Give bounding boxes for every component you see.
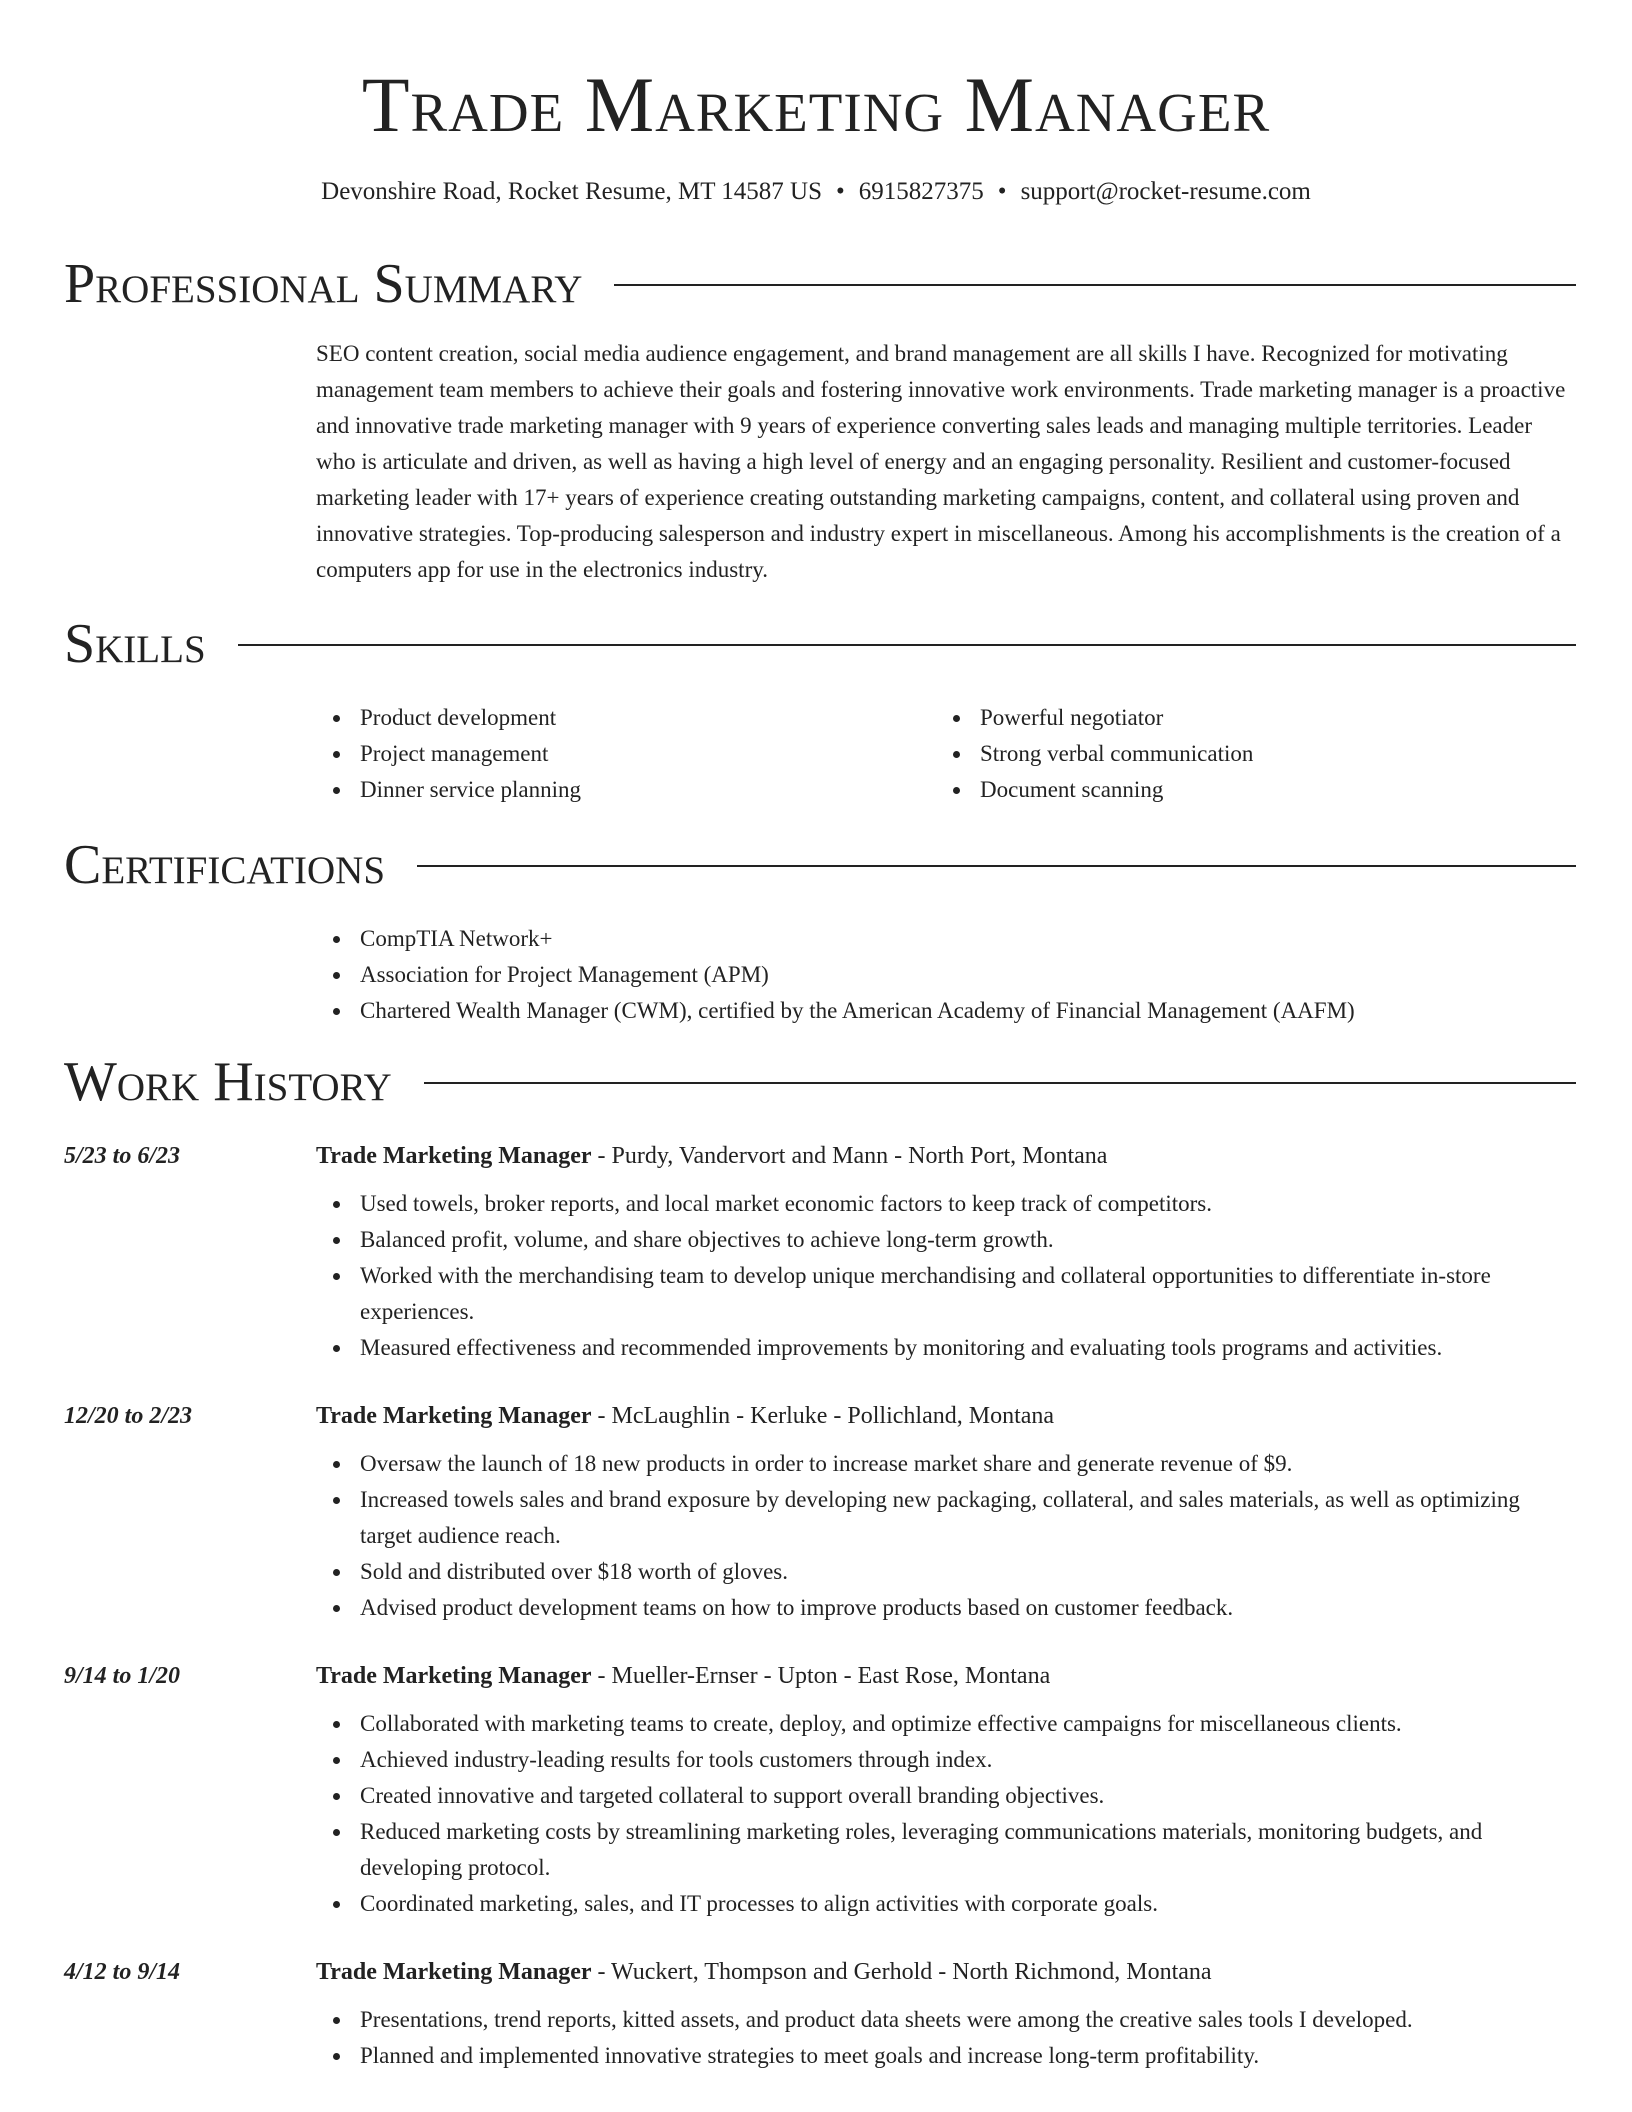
job-heading [316, 1656, 1576, 1696]
job-entry [64, 1136, 1576, 1366]
phone: 6915827375 [858, 178, 984, 205]
job-bullet: Collaborated with marketing teams to create, deploy, and optimize effective campaigns for miscellaneous clients. [316, 1706, 1576, 1742]
summary-text: SEO content creation, social media audience engagement, and brand management are all skills I have. Recognized for motivating management team members to achieve their goals and fostering innovative work environments. Trade marketing manager is a proactive and innovative trade marketing manager with 9 years of experience converting sales leads and managing multiple territories. Leader who is articulate and driven, as well as having a high level of energy and an engaging personality. Resilient and customer-focused marketing leader with 17+ years of experience creating outstanding marketing campaigns, content, and collateral using proven and innovative strategies. Top-producing salesperson and industry expert in miscellaneous. Among his accomplishments is the creation of a computers app for use in the electronics industry. [316, 341, 1566, 582]
skills-title: Skills [64, 613, 206, 675]
job-bullet: Reduced marketing costs by streamlining marketing roles, leveraging communications materials, monitoring budgets, and developing protocol. [316, 1814, 1576, 1886]
job-title: Trade Marketing Manager [316, 1403, 592, 1429]
job-company: - Wuckert, Thompson and Gerhold - North Richmond, Montana [591, 1959, 1212, 1985]
work-history-title: Work History [64, 1051, 392, 1113]
work-history-heading [64, 1050, 1576, 1114]
certifications-title: Certifications [64, 834, 386, 896]
skills-section [64, 612, 1576, 808]
job-bullet: Sold and distributed over $18 worth of gloves. [316, 1554, 1576, 1590]
skill-item: Powerful negotiator [936, 700, 1556, 736]
separator: • [997, 178, 1007, 205]
skills-list-left [316, 700, 936, 808]
certification-item: Association for Project Management (APM) [316, 957, 1576, 993]
job-title: Trade Marketing Manager [316, 1959, 592, 1985]
job-bullet: Coordinated marketing, sales, and IT processes to align activities with corporate goals. [316, 1886, 1576, 1922]
job-company: - McLaughlin - Kerluke - Pollichland, Montana [591, 1403, 1055, 1429]
job-company: - Purdy, Vandervort and Mann - North Port, Montana [591, 1143, 1108, 1169]
section-divider [424, 1082, 1576, 1084]
certifications-heading [64, 833, 1576, 897]
job-bullets [316, 1186, 1576, 1366]
resume-name: Trade Marketing Manager [361, 61, 1271, 148]
job-bullet: Measured effectiveness and recommended improvements by monitoring and evaluating tools programs and activities. [316, 1330, 1576, 1366]
skill-item: Dinner service planning [316, 772, 936, 808]
skills-heading [64, 612, 1576, 676]
section-divider [614, 284, 1576, 286]
job-bullet: Presentations, trend reports, kitted assets, and product data sheets were among the creative sales tools I developed. [316, 2002, 1576, 2038]
job-bullets [316, 1706, 1576, 1922]
job-bullets [316, 2002, 1576, 2074]
certifications-section [64, 833, 1576, 1029]
job-bullet: Achieved industry-leading results for tools customers through index. [316, 1742, 1576, 1778]
job-dates: 5/23 to 6/23 [64, 1143, 181, 1169]
job-details [316, 1396, 1576, 1626]
job-details [316, 1952, 1576, 2074]
contact-line [0, 174, 1632, 210]
section-divider [417, 865, 1576, 867]
separator: • [836, 178, 845, 205]
summary-body [316, 336, 1576, 588]
skill-item: Product development [316, 700, 936, 736]
certification-item: CompTIA Network+ [316, 921, 1576, 957]
email: support@rocket-resume.com [1020, 178, 1311, 205]
job-entry [64, 1396, 1576, 1626]
job-bullet: Used towels, broker reports, and local market economic factors to keep track of competitors. [316, 1186, 1576, 1222]
job-company: - Mueller-Ernser - Upton - East Rose, Montana [591, 1663, 1051, 1689]
job-title: Trade Marketing Manager [316, 1143, 592, 1169]
summary-title: Professional Summary [64, 253, 583, 315]
job-bullet: Worked with the merchandising team to develop unique merchandising and collateral opportunities to differentiate in-store experiences. [316, 1258, 1576, 1330]
job-entry [64, 1952, 1576, 2074]
address: Devonshire Road, Rocket Resume, MT 14587 US [321, 178, 823, 205]
certification-item: Chartered Wealth Manager (CWM), certified by the American Academy of Financial Management (AAFM) [316, 993, 1576, 1029]
job-bullet: Created innovative and targeted collateral to support overall branding objectives. [316, 1778, 1576, 1814]
job-bullet: Oversaw the launch of 18 new products in order to increase market share and generate revenue of $9. [316, 1446, 1576, 1482]
summary-heading [64, 252, 1576, 316]
skills-grid [316, 700, 1576, 808]
work-history-section [64, 1050, 1576, 2074]
certifications-body [316, 921, 1576, 1029]
job-bullets [316, 1446, 1576, 1626]
skill-item: Strong verbal communication [936, 736, 1556, 772]
job-heading [316, 1396, 1576, 1436]
job-entry [64, 1656, 1576, 1922]
section-divider [238, 644, 1576, 646]
certifications-list [316, 921, 1576, 1029]
skill-item: Document scanning [936, 772, 1556, 808]
summary-section [64, 252, 1576, 588]
job-bullet: Balanced profit, volume, and share objectives to achieve long-term growth. [316, 1222, 1576, 1258]
job-bullet: Increased towels sales and brand exposure by developing new packaging, collateral, and sales materials, as well as optimizing target audience reach. [316, 1482, 1576, 1554]
job-bullet: Advised product development teams on how to improve products based on customer feedback. [316, 1590, 1576, 1626]
job-dates: 12/20 to 2/23 [64, 1403, 193, 1429]
job-bullet: Planned and implemented innovative strategies to meet goals and increase long-term profitability. [316, 2038, 1576, 2074]
job-title: Trade Marketing Manager [316, 1663, 592, 1689]
job-heading [316, 1136, 1576, 1176]
job-dates: 9/14 to 1/20 [64, 1663, 181, 1689]
skill-item: Project management [316, 736, 936, 772]
skills-list-right [936, 700, 1556, 808]
job-heading [316, 1952, 1576, 1992]
job-details [316, 1136, 1576, 1366]
job-dates: 4/12 to 9/14 [64, 1959, 181, 1985]
job-details [316, 1656, 1576, 1922]
